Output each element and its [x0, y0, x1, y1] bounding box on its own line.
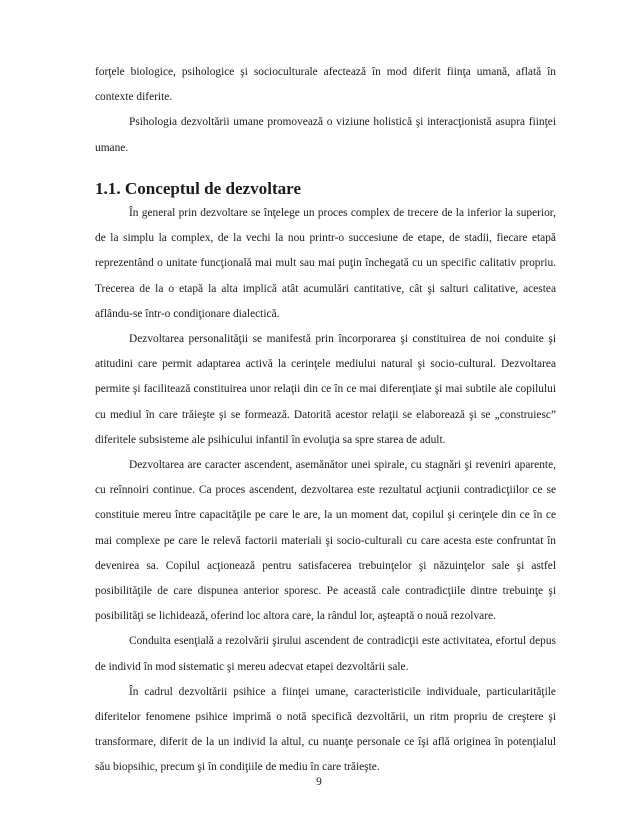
section-heading: 1.1. Conceptul de dezvoltare: [95, 178, 302, 198]
paragraph-holistic-view: Psihologia dezvoltării umane promovează o viziune holistică şi interacţionistă asupra fiinţei umane.: [95, 116, 556, 154]
paragraph-individual: În cadrul dezvoltării psihice a fiinţei umane, caracteristicile individuale, particularităţile diferitelor fenomene psihice imprimă o notă specifică dezvoltării, un ritm propriu de creştere şi transformare, diferit de la un individ la altul, cu nuanţe personale ce îşi află originea în potenţialul său biopsihic, precum şi în condiţiile de mediu în care trăieşte.: [95, 685, 556, 774]
paragraph-continuation: forţele biologice, psihologice şi socioculturale afectează în mod diferit fiinţa umană, aflată în contexte diferite.: [95, 66, 556, 104]
paragraph-definition: În general prin dezvoltare se înţelege un proces complex de trecere de la inferior la superior, de la simplu la complex, de la vechi la nou printr-o succesiune de etape, de stadii, fiecare etapă reprezentând o unitate funcţională mai mult sau mai puţin închegată cu un specific calitativ propriu. Trecerea de la o etapă la alta implică atât acumulări cantitative, cât şi salturi calitative, acestea aflându-se într-o condiţionare dialectică.: [95, 207, 556, 320]
paragraph-conduct: Conduita esenţială a rezolvării şirului ascendent de contradicţii este activitatea, efortul depus de individ în mod sistematic şi mereu adecvat etapei dezvoltării sale.: [95, 635, 556, 673]
paragraph-personality: Dezvoltarea personalităţii se manifestă prin încorporarea şi constituirea de noi conduite şi atitudini care permit adaptarea activă la cerinţele mediului natural şi socio-cultural. Dezvoltarea permite şi facilitează constituirea unor relaţii din ce în ce mai diferenţiate şi mai subtile ale copilului cu mediul în care trăieşte şi se formează. Datorită acestor relaţii se elaborează şi se „construiesc” diferitele subsisteme ale psihicului infantil în evoluţia sa spre starea de adult.: [95, 333, 556, 446]
paragraph-ascendent: Dezvoltarea are caracter ascendent, asemănător unei spirale, cu stagnări şi reveniri aparente, cu reînnoiri continue. Ca proces ascendent, dezvoltarea este rezultatul acţiunii contradicţiilor ce se constituie mereu între capacităţile pe care le are, la un moment dat, copilul şi cerinţele din ce în ce mai complexe pe care le relevă factorii materiali şi socio-culturali cu care acesta este confruntat în devenirea sa. Copilul acţionează pentru satisfacerea trebuinţelor şi năzuinţelor sale şi astfel posibilităţile de care dispunea anterior sporesc. Pe această cale contradicţiile dintre trebuinţe şi posibilităţi se lichidează, oferind loc altora care, la rândul lor, aşteaptă o nouă rezolvare.: [95, 459, 556, 623]
page-number: 9: [316, 776, 322, 788]
document-page: [95, 60, 556, 781]
